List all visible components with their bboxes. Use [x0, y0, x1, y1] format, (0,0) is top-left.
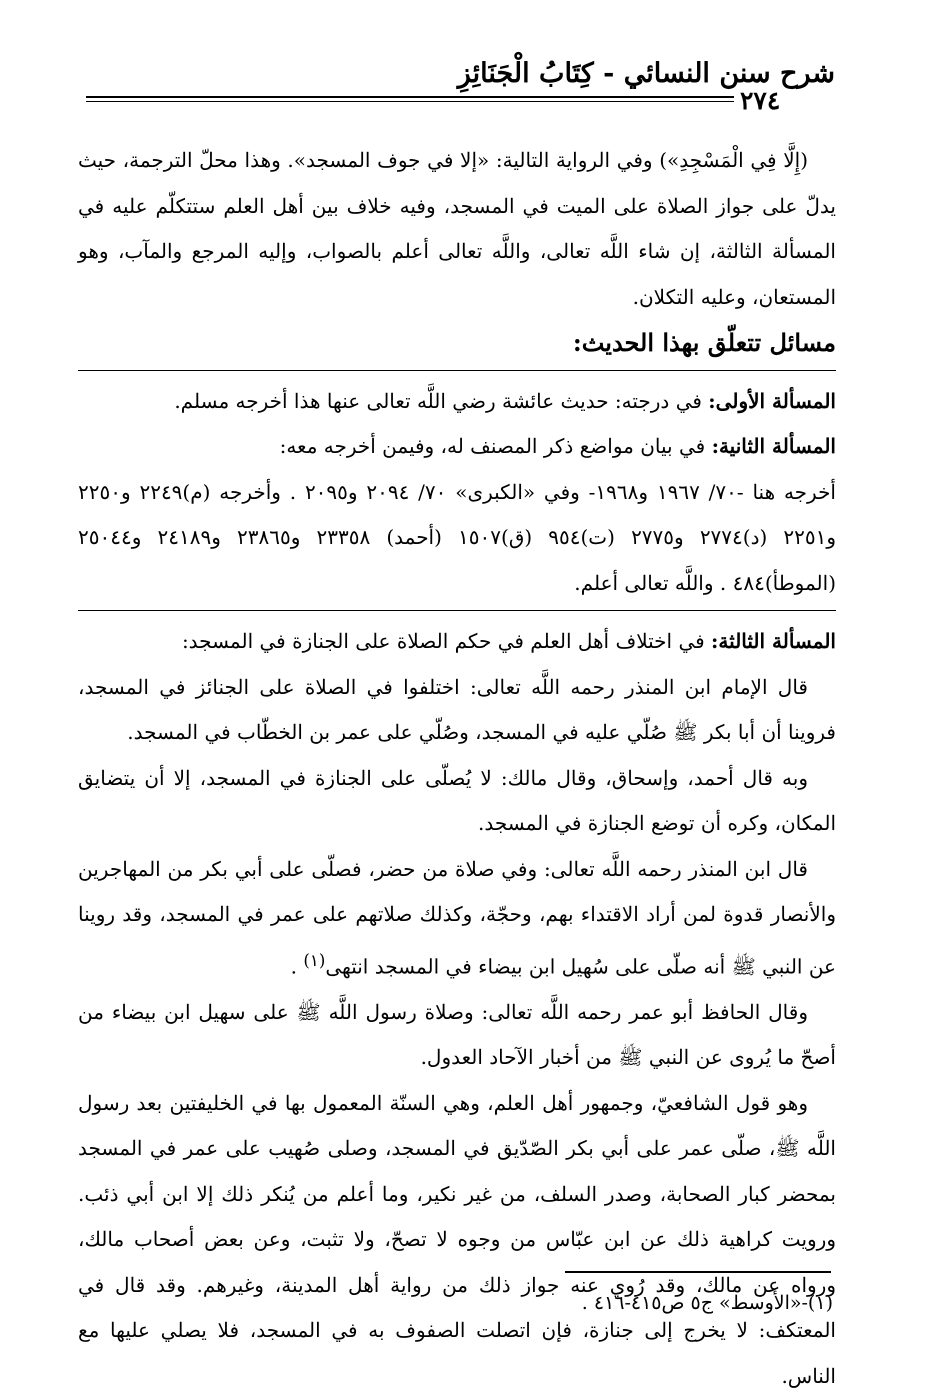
- footnote-reference[interactable]: (١): [303, 950, 326, 970]
- issue-three-label: المسألة الثالثة:: [711, 629, 836, 653]
- takhrij-paragraph: أخرجه هنا -٧٠/ ١٩٦٧ و١٩٦٨- وفي «الكبرى» ٧٠/ ٢٠٩٤ و٢٠٩٥ . وأخرجه (م)٢٢٤٩ و٢٢٥٠ و٢٢٥١ (د)٢٧٧٤ و٢٧٧٥ (ت)٩٥٤ (ق)١٥٠٧ (أحمد) ٢٣٣٥٨ و٢٣٨٦٥ و٢٤١٨٩ و٢٥٠٤٤ (الموطأ)٤٨٤ . واللَّه تعالى أعلم.: [78, 479, 837, 595]
- footnote: (١)-«الأوسط» ج٥ ص٤١٥-٤١٦ .: [581, 1292, 833, 1314]
- page-body: [78, 138, 836, 1399]
- section-heading: مسائل تتعلّق بهذا الحديث:: [572, 328, 836, 357]
- abu-umar-paragraph: وقال الحافظ أبو عمر رحمه اللَّه تعالى: وصلاة رسول اللَّه ﷺ على سهيل ابن بيضاء من أصحّ ما يُروى عن النبي ﷺ من أخبار الآحاد العدول.: [78, 999, 836, 1070]
- issue-one: [78, 379, 836, 425]
- issue-three: [78, 619, 836, 665]
- ibn-mundhir-second-text: قال ابن المنذر رحمه اللَّه تعالى: وفي صلاة من حضر، فصلّى على أبي بكر من المهاجرين والأنصار قدوة لمن أراد الاقتداء بهم، وحجّة، وكذلك صلاتهم على عمر في المسجد، وقد روينا عن النبي ﷺ أنه صلّى على سُهيل ابن بيضاء في المسجد انتهى: [78, 856, 836, 979]
- issue-two-label: المسألة الثانية:: [711, 434, 836, 458]
- ibn-mundhir-second-paragraph: قال ابن المنذر رحمه اللَّه تعالى: وفي صلاة من حضر، فصلّى على أبي بكر من المهاجرين والأنصار قدوة لمن أراد الاقتداء بهم، وحجّة، وكذلك صلاتهم على عمر في المسجد، وقد روينا عن النبي ﷺ أنه صلّى على سُهيل ابن بيضاء في المسجد انتهى$^{(١)}$ .: [78, 856, 836, 979]
- issue-separator: [78, 610, 836, 611]
- ahmad-paragraph: وبه قال أحمد، وإسحاق، وقال مالك: لا يُصلّى على الجنازة في المسجد، إلا أن يتضايق المكان، وكره أن توضع الجنازة في المسجد.: [78, 765, 836, 835]
- running-header-title: شرح سنن النسائي - كِتَابُ الْجَنَائِزِ: [457, 58, 835, 89]
- issue-three-text: في اختلاف أهل العلم في حكم الصلاة على الجنازة في المسجد:: [181, 629, 705, 653]
- heading-separator: [78, 370, 836, 371]
- header-rule: [86, 96, 734, 102]
- ibn-mundhir-paragraph: قال الإمام ابن المنذر رحمه اللَّه تعالى: اختلفوا في الصلاة على الجنائز في المسجد، فروينا أن أبا بكر ﷺ صُلّي عليه في المسجد، وصُلّي على عمر بن الخطّاب في المسجد.: [78, 674, 836, 744]
- issue-two-text: في بيان مواضع ذكر المصنف له، وفيمن أخرجه معه:: [279, 434, 706, 458]
- issue-one-label: المسألة الأولى:: [708, 388, 836, 413]
- page-number: ٢٧٤: [740, 86, 781, 115]
- issue-one-text: في درجته: حديث عائشة رضي اللَّه تعالى عنها هذا أخرجه مسلم.: [174, 388, 702, 413]
- issue-two: [78, 424, 836, 470]
- intro-paragraph: (إِلَّا فِي الْمَسْجِدِ») وفي الرواية التالية: «إلا في جوف المسجد». وهذا محلّ الترجمة، حيث يدلّ على جواز الصلاة على الميت في المسجد، وفيه خلاف بين أهل العلم ستتكلّم عليه في المسألة الثالثة، إن شاء اللَّه تعالى، واللَّه تعالى أعلم بالصواب، وإليه المرجع والمآب، وهو المستعان، وعليه التكلان.: [78, 148, 836, 309]
- footnote-rule: [565, 1271, 831, 1273]
- shafii-paragraph: وهو قول الشافعيّ، وجمهور أهل العلم، وهي السنّة المعمول بها في الخليفتين بعد رسول اللَّه ﷺ، صلّى عمر على أبي بكر الصّدّيق في المسجد، وصلى صُهيب على عمر في المسجد بمحضر كبار الصحابة، وصدر السلف، من غير نكير، وما أعلم من يُنكر ذلك إلا ابن أبي ذئب. ورويت كراهية ذلك عن ابن عبّاس من وجوه لا تصحّ، ولا تثبت، وعن بعض أصحاب مالك، ورواه عن مالك، وقد رُوي عنه جواز ذلك من رواية أهل المدينة، وغيرهم. وقد قال في المعتكف: لا يخرج إلى جنازة، فإن اتصلت الصفوف به في المسجد، فلا يصلي عليها مع الناس.: [78, 1090, 836, 1388]
